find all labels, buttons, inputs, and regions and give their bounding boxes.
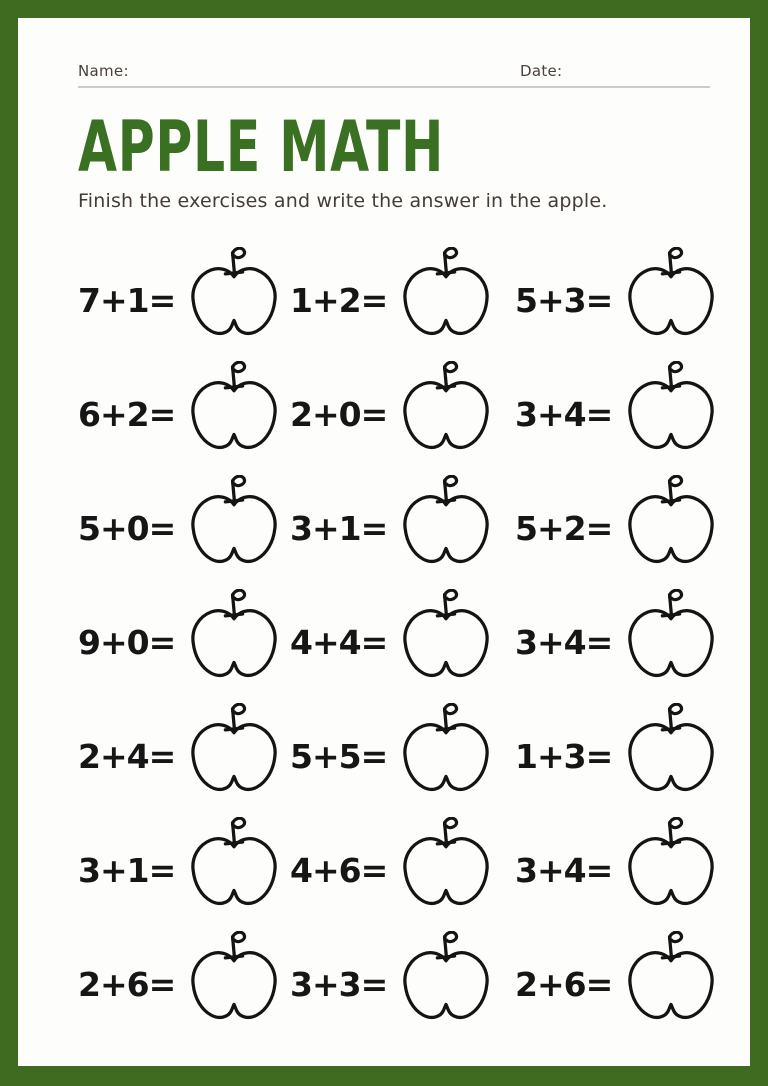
problem-expression: 1+2=: [290, 280, 388, 320]
problem-expression: 3+3=: [290, 964, 388, 1004]
math-problem: [78, 922, 290, 1036]
problem-expression: 5+0=: [78, 508, 176, 548]
problem-expression: 3+4=: [515, 394, 613, 434]
problem-expression: 3+4=: [515, 622, 613, 662]
math-problem: [78, 580, 290, 694]
problem-expression: 6+2=: [78, 394, 176, 434]
apple-outline-icon: [185, 361, 283, 457]
math-problem: [78, 466, 290, 580]
apple-outline-icon: [185, 475, 283, 571]
math-problem: [290, 922, 515, 1036]
problem-expression: 3+1=: [78, 850, 176, 890]
math-problem: [290, 466, 515, 580]
apple-outline-icon: [622, 475, 720, 571]
page-title: APPLE MATH: [78, 106, 444, 188]
math-problem: [78, 808, 290, 922]
apple-outline-icon: [622, 361, 720, 457]
date-label: Date:: [520, 62, 563, 80]
apple-outline-icon: [185, 247, 283, 343]
math-problem: [515, 238, 710, 352]
apple-outline-icon: [185, 703, 283, 799]
math-problem: [515, 466, 710, 580]
math-problem: [290, 238, 515, 352]
math-problem: [515, 352, 710, 466]
problem-expression: 3+4=: [515, 850, 613, 890]
name-date-row: [78, 62, 710, 88]
apple-outline-icon: [622, 589, 720, 685]
problem-expression: 2+6=: [78, 964, 176, 1004]
apple-outline-icon: [397, 703, 495, 799]
instructions-text: Finish the exercises and write the answer in the apple.: [78, 190, 608, 212]
apple-outline-icon: [397, 817, 495, 913]
apple-outline-icon: [397, 589, 495, 685]
math-problem: [78, 238, 290, 352]
name-label: Name:: [78, 62, 129, 80]
apple-outline-icon: [397, 361, 495, 457]
problem-expression: 2+4=: [78, 736, 176, 776]
problem-expression: 4+6=: [290, 850, 388, 890]
problem-expression: 9+0=: [78, 622, 176, 662]
problem-expression: 5+3=: [515, 280, 613, 320]
problems-grid: [78, 238, 710, 1036]
apple-outline-icon: [622, 703, 720, 799]
problem-expression: 1+3=: [515, 736, 613, 776]
apple-outline-icon: [185, 931, 283, 1027]
problem-expression: 7+1=: [78, 280, 176, 320]
problem-expression: 3+1=: [290, 508, 388, 548]
math-problem: [78, 352, 290, 466]
problem-expression: 2+6=: [515, 964, 613, 1004]
apple-outline-icon: [622, 817, 720, 913]
apple-outline-icon: [397, 931, 495, 1027]
math-problem: [78, 694, 290, 808]
math-problem: [290, 352, 515, 466]
math-problem: [515, 580, 710, 694]
apple-outline-icon: [397, 475, 495, 571]
math-problem: [290, 580, 515, 694]
problem-expression: 5+5=: [290, 736, 388, 776]
math-problem: [290, 694, 515, 808]
apple-outline-icon: [622, 247, 720, 343]
problem-expression: 4+4=: [290, 622, 388, 662]
problem-expression: 2+0=: [290, 394, 388, 434]
math-problem: [290, 808, 515, 922]
apple-outline-icon: [397, 247, 495, 343]
apple-outline-icon: [185, 589, 283, 685]
problem-expression: 5+2=: [515, 508, 613, 548]
math-problem: [515, 922, 710, 1036]
apple-outline-icon: [185, 817, 283, 913]
math-problem: [515, 808, 710, 922]
apple-outline-icon: [622, 931, 720, 1027]
math-problem: [515, 694, 710, 808]
worksheet-page: [18, 18, 750, 1066]
